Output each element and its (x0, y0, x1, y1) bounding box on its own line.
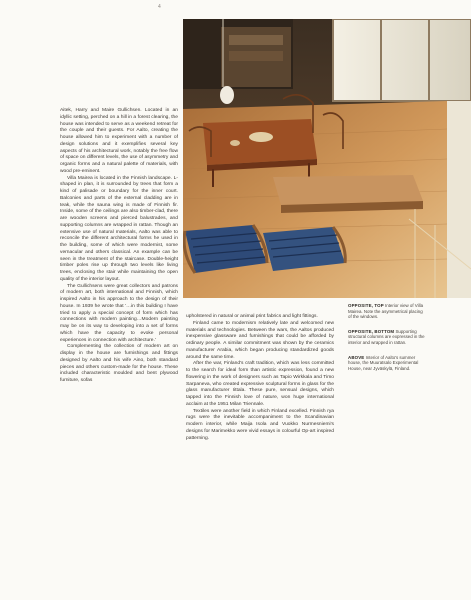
paragraph: Aitek, Harry and Maire Gullichsen. Located in an idyllic setting, perched on a hill in a forest clearing, the house was intended to serve as a weekend retreat for the couple and their guests. For Aalto, creating the house allowed him to experiment with a number of design solutions and it exemplifies several key aspects of his architectural work, notably the free flow of space on different levels, the use of asymmetry and organic forms and a natural palette of materials, with wood pre-eminent. (60, 108, 178, 174)
page-number: 4 (158, 4, 161, 10)
interior-photo (183, 19, 471, 298)
paragraph: The Gullichsens were great collectors and patrons of modern art, both international and Finnish, which inspired Aalto in his approach to the design of their house. In 1939 he wrote that '…in this building I have tried to apply a special concept of form which has connections with modern painting…Modern painting may be on its way to developing into a set of forms which have the capacity to evoke personal experiences in connection with architecture.' (60, 283, 178, 343)
paragraph: Textiles were another field in which Finland excelled. Finnish rya rugs were the inevitable accompaniment to the Scandinavian modern interior, while Maija Isola and Vuokko Nurmesniemi's designs for Marimekko were vivid essays in colourful Op-art inspired patterning. (186, 408, 334, 441)
caption-opposite-top (348, 303, 426, 320)
caption-heading: OPPOSITE, BOTTOM (348, 328, 395, 334)
caption-text: Supporting structural columns are expressed in the interior and wrapped in rattan. (348, 328, 425, 345)
body-text-middle-column (186, 314, 334, 442)
paragraph: Villa Mairea is located in the Finnish landscape. L-shaped in plan, it is surrounded by trees that form a kind of palisade or boundary for the inner court. Balconies and parts of the external cladding are in teak, while the sauna wing is made of Finnish fir. Inside, some of the ceilings are also timber-clad, there are wooden screens and pierced balustrades, and supporting columns are wrapped in rattan. Though an extensive use of natural materials, Aalto was able to reconcile the different architectural forms he used in the building, some of which were modernist, some vernacular and others classical. An example can be seen in the treatment of the staircase. Double-height timber poles rise up through two levels like living trees, enclosing the stair while maintaining the open quality of the interior layout. (60, 175, 178, 282)
caption-opposite-bottom (348, 329, 426, 346)
paragraph: Complementing the collection of modern art on display in the house are furnishings and fittings designed by Aalto and his wife Aino, both standard pieces and others custom-made for the house. These included characteristic moulded and bent plywood furniture, sofas (60, 344, 178, 383)
caption-above (348, 355, 426, 372)
paragraph: Finland came to modernism relatively late and welcomed new materials and technologies. Between the wars, the Aaltos produced inexpensive glassware and furnishings that could be afforded by ordinary people. A similar commitment was shown by the ceramics manufacturer Arabia, which began producing standardized goods around the same time. (186, 320, 334, 360)
body-text-left-column (60, 108, 178, 385)
caption-text: Interior of Aalto's summer house, the Muuratsalo Experimental House, near Jyväskylä, Finland. (348, 354, 419, 371)
paragraph: upholstered in natural or animal print fabrics and light fittings. (186, 314, 318, 319)
caption-heading: OPPOSITE, TOP (348, 303, 384, 308)
photo-captions (348, 303, 426, 380)
paragraph: After the war, Finland's craft tradition, which was less committed to the search for ideal form than artistic expression, found a new flowering in the work of designers such as Tapio Wirkkala and Timo Sarpaneva, who created expressive sculptural forms in glass for the glass manufacturer Iittala. These pure, sensual designs, which tapped into the Finnish love of nature, won huge international acclaim at the 1951 Milan Triennale. (186, 361, 334, 407)
caption-text: Interior view of Villa Mairea. Note the asymmetrical placing of the windows. (348, 303, 424, 320)
caption-heading: ABOVE (348, 354, 365, 360)
